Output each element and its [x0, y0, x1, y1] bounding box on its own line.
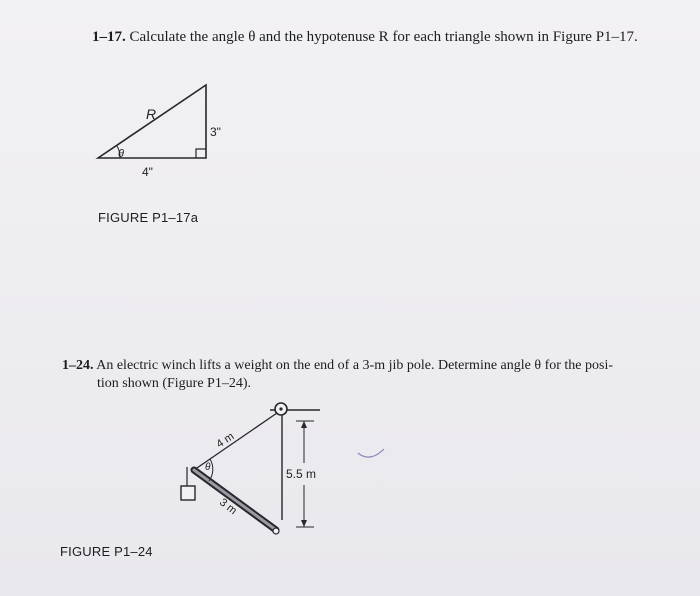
weight-box	[181, 486, 195, 500]
horizontal-side-label: 4"	[142, 165, 153, 179]
hypotenuse-label: R	[146, 106, 157, 122]
dimension-arrow-up	[301, 421, 307, 428]
figure-p1-17a-caption: FIGURE P1–17a	[98, 210, 199, 225]
angle-label: θ	[205, 462, 211, 473]
problem-1-17-text: Calculate the angle θ and the hypotenuse R for each triangle shown in Figure P1–17.	[129, 29, 638, 45]
vertical-side-label: 3"	[210, 125, 221, 139]
problem-1-24-line1: An electric winch lifts a weight on the end of a 3-m jib pole. Determine angle θ for the posi-	[96, 358, 614, 373]
cable-length-label: 4 m	[214, 430, 237, 451]
problem-1-24-line2: tion shown (Figure P1–24).	[97, 376, 251, 391]
height-label: 5.5 m	[286, 467, 317, 481]
problem-1-17-number: 1–17.	[92, 29, 126, 45]
pole-length-label: 3 m	[217, 496, 239, 518]
jib-base-pin	[273, 528, 279, 534]
dimension-arrow-down	[301, 520, 307, 527]
pulley-axle	[279, 407, 282, 410]
problem-1-24-number: 1–24.	[62, 358, 94, 373]
figure-p1-24-caption: FIGURE P1–24	[60, 544, 153, 559]
jib-pole-highlight	[194, 470, 276, 530]
stray-pen-mark	[358, 449, 384, 457]
angle-label: θ	[118, 148, 124, 160]
